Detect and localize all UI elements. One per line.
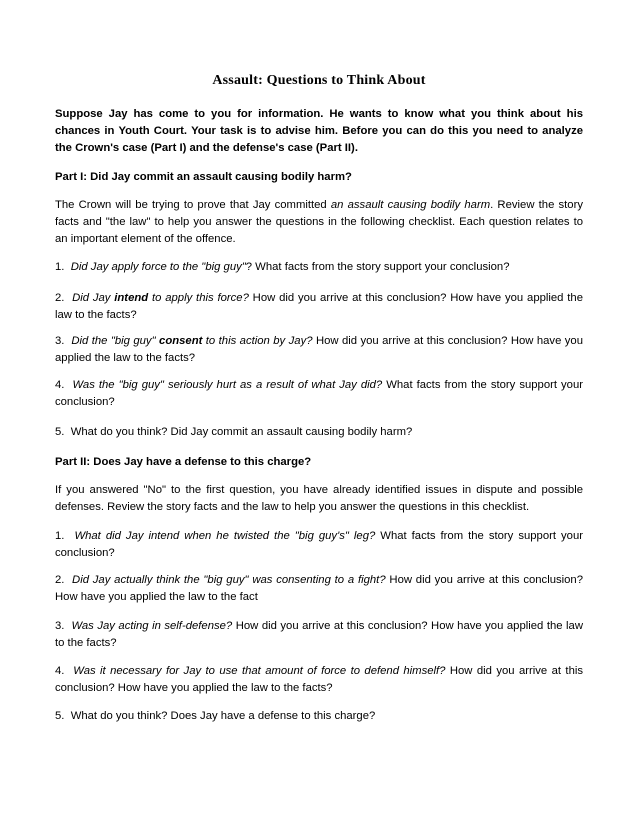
question-rest: How did you arrive at this conclusion? How have you applied the law to the facts? [55, 292, 583, 321]
question-number: 1. [55, 261, 65, 273]
question-number: 5. [55, 426, 65, 438]
part1-intro-emphasis: an assault causing bodily harm [330, 199, 491, 211]
part2-intro: If you answered "No" to the first question, you have already identified issues in dispute and possible defenses. Review the story facts and the law to help you answer the questions in this checklist. [55, 484, 583, 513]
question-number: 4. [55, 379, 65, 391]
question-number: 2. [55, 574, 65, 586]
question-keyword: intend [114, 292, 149, 304]
question-emphasis: What did Jay intend when he twisted the "big guy's" leg? [74, 530, 376, 542]
question-rest: How did you arrive at this conclusion? How have you applied the law to the facts? [55, 620, 583, 649]
question-rest: ? What facts from the story support your conclusion? [245, 261, 510, 273]
page-title: Assault: Questions to Think About [212, 73, 426, 88]
question-rest: How did you arrive at this conclusion? How have you applied the law to the facts? [55, 335, 584, 364]
question-rest: What facts from the story support your conclusion? [55, 379, 583, 408]
part2-question-3 [55, 618, 583, 652]
part1-intro [55, 197, 583, 248]
question-emphasis: Was it necessary for Jay to use that amount of force to defend himself? [73, 665, 446, 677]
question-emphasis: Did Jay actually think the "big guy" was consenting to a fight? [72, 574, 386, 586]
intro-paragraph: Suppose Jay has come to you for information. He wants to know what you think about his chances in Youth Court. Your task is to advise him. Before you can do this you need to analyze the Crown's case (Part I) and the defense's case (Part II). [55, 108, 583, 154]
part2-heading: Part II: Does Jay have a defense to this charge? [55, 456, 312, 468]
question-rest: How did you arrive at this conclusion? How have you applied the law to the fact [55, 574, 584, 603]
question-emphasis: to apply this force? [148, 292, 249, 304]
question-rest: What facts from the story support your conclusion? [55, 530, 583, 559]
part2-question-5 [55, 708, 583, 725]
question-text: What do you think? Did Jay commit an assault causing bodily harm? [70, 426, 413, 438]
part1-question-2 [55, 290, 583, 324]
part1-question-4 [55, 377, 583, 411]
part2-question-1 [55, 528, 583, 562]
part2-question-4 [55, 663, 583, 697]
part2-question-2 [55, 572, 583, 606]
part1-question-3 [55, 333, 583, 367]
question-emphasis: Was the "big guy" seriously hurt as a result of what Jay did? [72, 379, 383, 391]
question-number: 3. [55, 620, 65, 632]
question-rest: How did you arrive at this conclusion? How have you applied the law to the facts? [55, 665, 584, 694]
question-number: 1. [55, 530, 65, 542]
question-emphasis: Did the "big guy" [71, 335, 160, 347]
part1-intro-post: . Review the story facts and "the law" to help you answer the questions in the following checklist. Each question relates to an important element of the offence. [55, 199, 583, 245]
question-number: 4. [55, 665, 65, 677]
question-emphasis: Did Jay [72, 292, 115, 304]
question-keyword: consent [159, 335, 203, 347]
question-emphasis: Did Jay apply force to the "big guy" [70, 261, 246, 273]
question-text: What do you think? Does Jay have a defense to this charge? [70, 710, 376, 722]
part1-heading: Part I: Did Jay commit an assault causing bodily harm? [55, 171, 352, 183]
part1-question-1 [55, 259, 583, 276]
part1-question-5 [55, 424, 583, 441]
question-emphasis: to this action by Jay? [202, 335, 313, 347]
question-emphasis: Was Jay acting in self-defense? [71, 620, 233, 632]
question-number: 3. [55, 335, 65, 347]
part1-intro-pre: The Crown will be trying to prove that Jay committed [55, 199, 331, 211]
question-number: 2. [55, 292, 65, 304]
question-number: 5. [55, 710, 65, 722]
